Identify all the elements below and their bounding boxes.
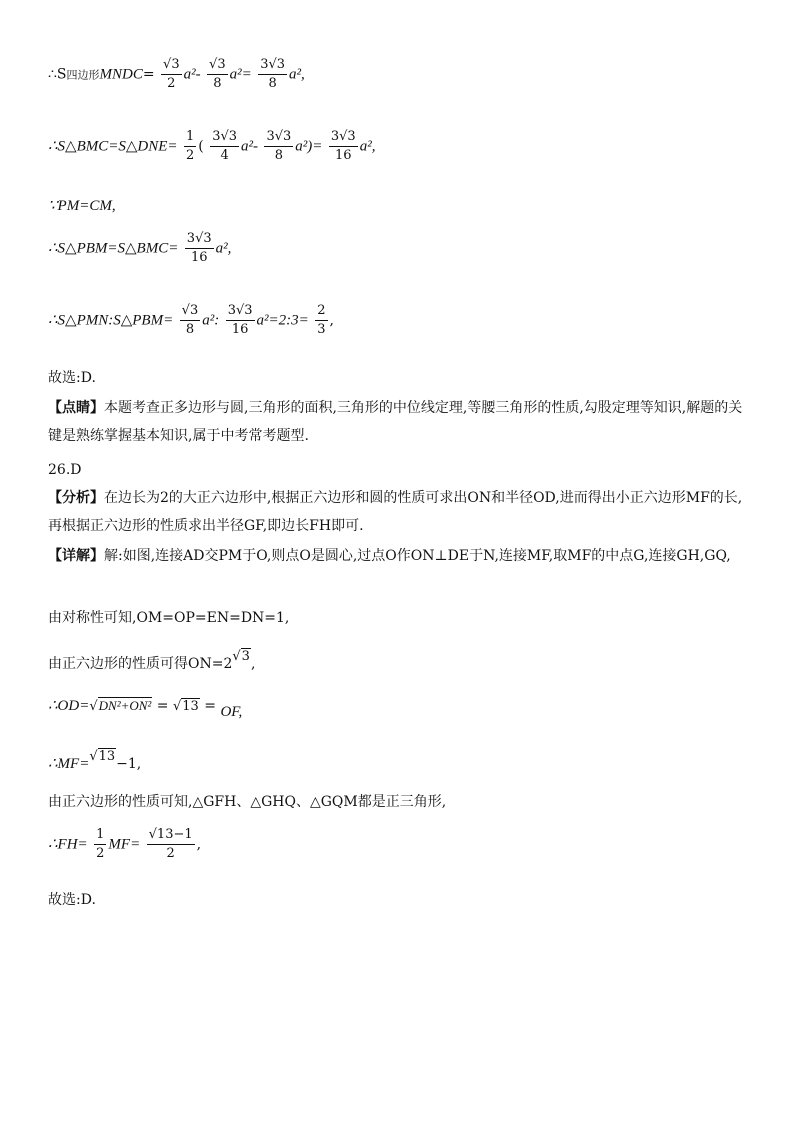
fraction — [258, 56, 287, 93]
numerator: 3√3 — [226, 302, 255, 321]
fraction — [210, 128, 239, 165]
denominator: 2 — [185, 148, 195, 163]
analysis-text: 在边长为2的大正六边形中,根据正六边形和圆的性质可求出ON和半径OD,进而得出小正六边形MF的长,再根据正六边形的性质求出半径GF,即边长FH即可. — [48, 490, 743, 534]
term: a², — [359, 138, 376, 155]
final-answer-line: 故选:D. — [48, 892, 96, 908]
numerator: 3√3 — [210, 128, 239, 147]
sqrt: √3 — [232, 649, 250, 664]
numerator: 3√3 — [258, 56, 287, 75]
denominator: 8 — [268, 76, 277, 91]
fraction — [329, 128, 358, 165]
numerator: √3 — [207, 56, 228, 75]
on-text: 由正六边形的性质可得ON=2 — [48, 656, 233, 672]
denominator: 16 — [190, 250, 208, 265]
analysis-label: 【分析】 — [48, 490, 104, 506]
triangles-line: 由正六边形的性质可知,△GFH、△GHQ、△GQM都是正三角形, — [48, 794, 447, 810]
fraction — [226, 302, 255, 339]
shape-name: MNDC — [99, 66, 143, 83]
fraction — [147, 826, 195, 863]
on-line — [48, 646, 255, 674]
denominator: 2 — [166, 846, 175, 861]
denominator: 4 — [220, 148, 229, 163]
question-number: 26.D — [48, 462, 82, 478]
symmetry-line: 由对称性可知,OM=OP=EN=DN=1, — [48, 610, 290, 626]
paren: ( — [198, 138, 204, 155]
mf-text: ∴MF= — [48, 756, 90, 772]
denominator: 8 — [213, 76, 222, 91]
denominator: 8 — [274, 148, 284, 163]
expression-text: ∴S△PBM=S△BMC= — [48, 240, 179, 257]
because-line: ∵PM=CM, — [48, 198, 116, 214]
numerator: 3√3 — [185, 230, 214, 249]
od-text: ∴OD= — [48, 698, 90, 714]
expression-text: ∴S△BMC=S△DNE= — [48, 138, 178, 155]
term: MF= — [108, 836, 141, 853]
fh-line — [48, 826, 201, 863]
term: a²)= — [295, 138, 323, 155]
minus-one: −1, — [116, 756, 142, 772]
numerator: √13−1 — [147, 826, 195, 845]
term: a², — [215, 240, 232, 257]
equals: = — [156, 698, 169, 714]
fraction — [184, 128, 196, 165]
denominator: 16 — [335, 148, 352, 163]
term: a², — [289, 66, 305, 83]
term: a²= — [229, 66, 252, 83]
fraction — [180, 302, 201, 339]
analysis-paragraph — [48, 484, 748, 540]
therefore-s: ∴S — [48, 66, 67, 83]
comment-paragraph — [48, 394, 748, 450]
denominator: 2 — [167, 76, 176, 91]
comment-text: 本题考查正多边形与圆,三角形的面积,三角形的中位线定理,等腰三角形的性质,勾股定理等知识,解题的关键是熟练掌握基本知识,属于中考常考题型. — [48, 400, 743, 444]
subscript-quadrilateral: 四边形 — [66, 68, 100, 82]
denominator: 8 — [185, 322, 195, 337]
equals: = — [142, 66, 155, 83]
fraction — [207, 56, 228, 93]
denominator: 2 — [96, 846, 105, 861]
of-text: OF, — [220, 704, 243, 720]
detail-paragraph — [48, 542, 748, 570]
fraction — [185, 230, 214, 267]
sqrt: √13 — [89, 749, 116, 764]
numerator: 1 — [184, 128, 196, 147]
equals: = — [204, 698, 216, 714]
term: , — [329, 312, 334, 329]
term: a²- — [183, 66, 201, 83]
numerator: √3 — [161, 56, 182, 75]
radicand: 3 — [241, 649, 250, 664]
equation-ratio — [48, 302, 334, 339]
detail-text: 解:如图,连接AD交PM于O,则点O是圆心,过点O作ON⊥DE于N,连接MF,取MF的中点G,连接GH,GQ, — [104, 548, 731, 564]
fraction — [264, 128, 293, 165]
mf-line — [48, 746, 141, 774]
numerator: 1 — [94, 826, 106, 845]
numerator: √3 — [180, 302, 201, 321]
equation-area-mndc — [48, 56, 305, 93]
term: a²: — [202, 312, 220, 329]
comma: , — [250, 656, 256, 672]
numerator: 3√3 — [329, 128, 358, 147]
detail-label: 【详解】 — [48, 548, 104, 564]
fraction — [161, 56, 182, 93]
fh-text: ∴FH= — [48, 836, 88, 853]
radicand: DN²+ON² — [98, 698, 152, 713]
radicand: 13 — [98, 749, 116, 764]
term: a²- — [241, 138, 259, 155]
denominator: 16 — [231, 322, 249, 337]
fraction — [315, 302, 327, 339]
term: a²=2:3= — [256, 312, 309, 329]
comment-label: 【点睛】 — [48, 400, 104, 416]
denominator: 3 — [317, 322, 326, 337]
sqrt: √13 — [172, 699, 199, 714]
fraction — [94, 826, 106, 863]
comma: , — [196, 836, 202, 853]
numerator: 2 — [315, 302, 327, 321]
equation-area-bmc-dne — [48, 128, 375, 165]
sqrt: √DN²+ON² — [89, 698, 152, 714]
od-line — [48, 696, 242, 722]
answer-line: 故选:D. — [48, 370, 96, 386]
radicand: 13 — [182, 699, 199, 714]
equation-area-pbm — [48, 230, 231, 267]
numerator: 3√3 — [264, 128, 293, 147]
expression-text: ∴S△PMN:S△PBM= — [48, 312, 174, 329]
